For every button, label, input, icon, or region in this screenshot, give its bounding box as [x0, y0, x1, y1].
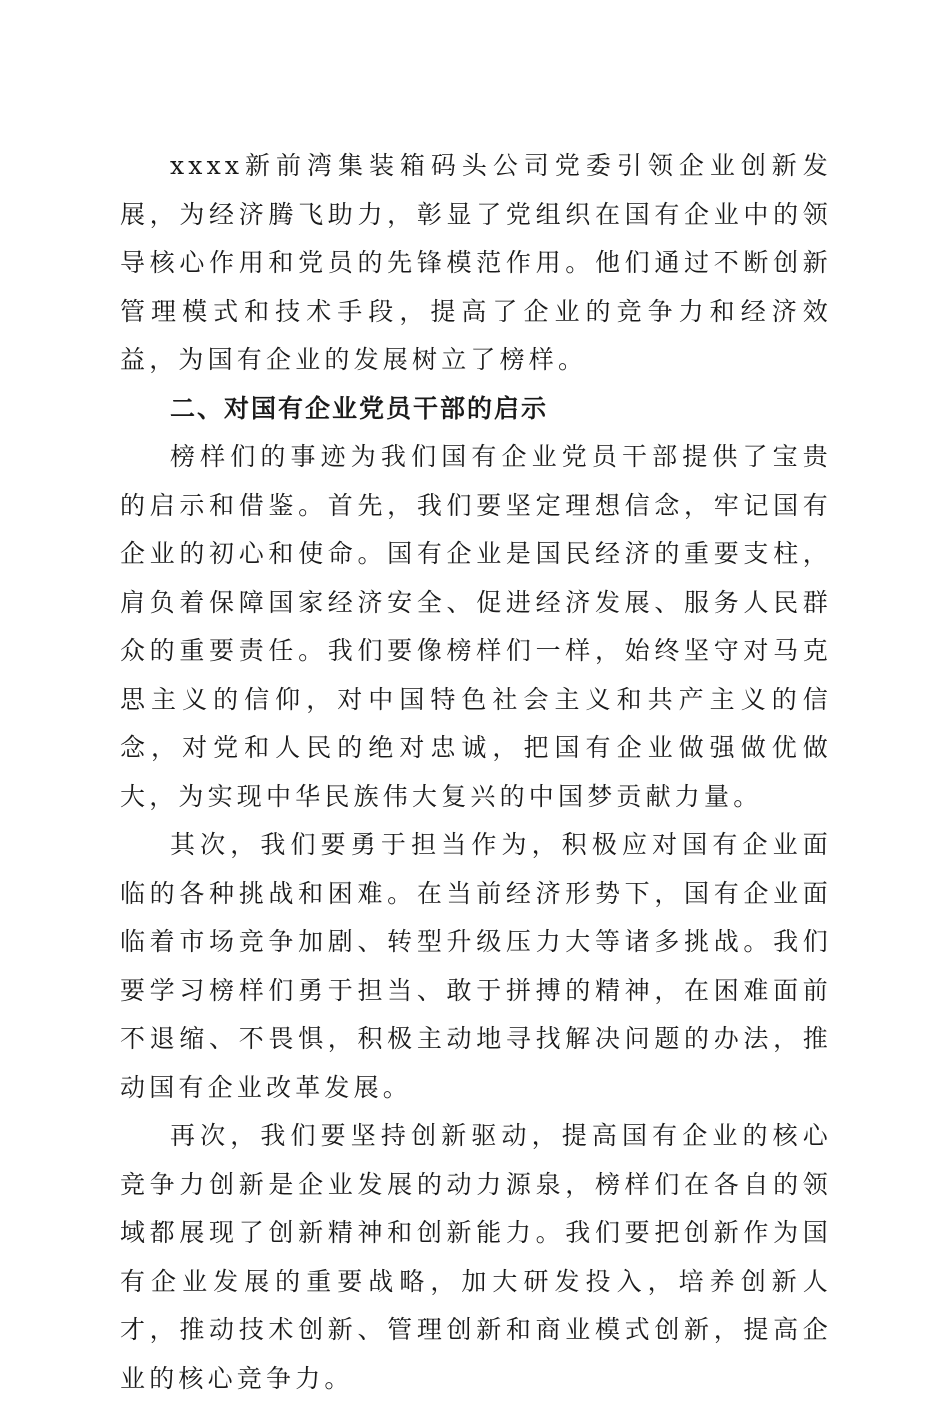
- body-paragraph: 再次，我们要坚持创新驱动，提高国有企业的核心竞争力创新是企业发展的动力源泉，榜样们在各自的领域都展现了创新精神和创新能力。我们要把创新作为国有企业发展的重要战略，加大研发投入，培养创新人才，推动技术创新、管理创新和商业模式创新，提高企业的核心竞争力。: [120, 1121, 832, 1393]
- body-paragraph: 榜样们的事迹为我们国有企业党员干部提供了宝贵的启示和借鉴。首先，我们要坚定理想信念，牢记国有企业的初心和使命。国有企业是国民经济的重要支柱，肩负着保障国家经济安全、促进经济发展、服务人民群众的重要责任。我们要像榜样们一样，始终坚守对马克思主义的信仰，对中国特色社会主义和共产主义的信念，对党和人民的绝对忠诚，把国有企业做强做优做大，为实现中华民族伟大复兴的中国梦贡献力量。: [120, 442, 832, 811]
- section-heading: 二、对国有企业党员干部的启示: [170, 393, 549, 423]
- document-body: [120, 142, 832, 1403]
- body-paragraph: 其次，我们要勇于担当作为，积极应对国有企业面临的各种挑战和困难。在当前经济形势下，国有企业面临着市场竞争加剧、转型升级压力大等诸多挑战。我们要学习榜样们勇于担当、敢于拼搏的精神，在困难面前不退缩、不畏惧，积极主动地寻找解决问题的办法，推动国有企业改革发展。: [120, 830, 832, 1102]
- body-paragraph: xxxx新前湾集装箱码头公司党委引领企业创新发展，为经济腾飞助力，彰显了党组织在国有企业中的领导核心作用和党员的先锋模范作用。他们通过不断创新管理模式和技术手段，提高了企业的竞争力和经济效益，为国有企业的发展树立了榜样。: [120, 151, 832, 374]
